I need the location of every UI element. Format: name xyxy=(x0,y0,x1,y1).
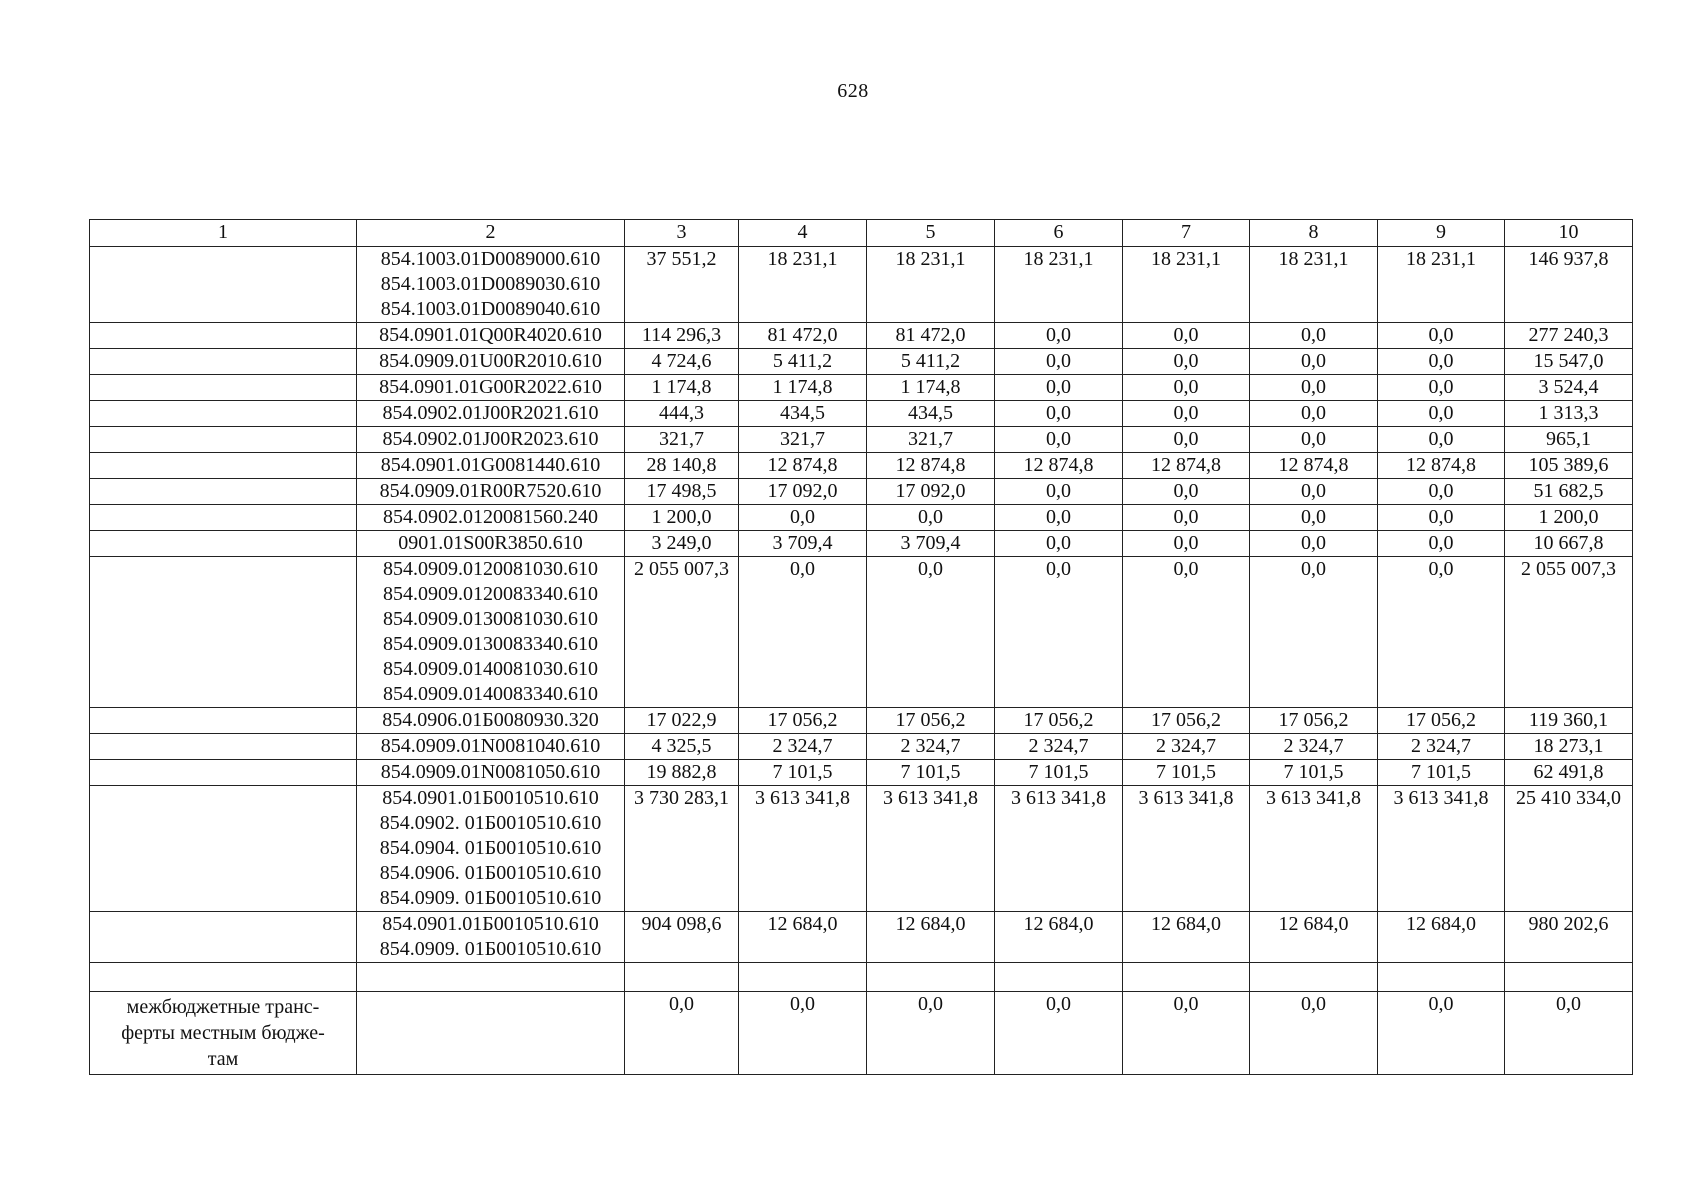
value-cell-col-3: 904 098,6 xyxy=(625,912,739,963)
table-row xyxy=(90,479,1633,505)
table-row xyxy=(90,453,1633,479)
value-cell-col-7: 0,0 xyxy=(1123,531,1250,557)
value-cell-col-3: 17 498,5 xyxy=(625,479,739,505)
column-header-6: 6 xyxy=(995,220,1123,247)
value-cell-col-6: 3 613 341,8 xyxy=(995,786,1123,912)
value-cell-col-9: 0,0 xyxy=(1378,323,1505,349)
value-cell-col-10: 62 491,8 xyxy=(1505,760,1633,786)
value-cell-col-10: 119 360,1 xyxy=(1505,708,1633,734)
budget-code-cell xyxy=(357,401,625,427)
value-cell-col-9: 2 324,7 xyxy=(1378,734,1505,760)
value-cell-col-8: 0,0 xyxy=(1250,505,1378,531)
value-cell-col-7: 18 231,1 xyxy=(1123,247,1250,323)
value-cell-col-7: 0,0 xyxy=(1123,992,1250,1075)
row-label-cell xyxy=(90,479,357,505)
budget-code: 854.0909.0130081030.610 xyxy=(383,608,598,630)
budget-code-cell xyxy=(357,786,625,912)
value-cell-col-8: 0,0 xyxy=(1250,531,1378,557)
value-cell-col-7: 0,0 xyxy=(1123,349,1250,375)
value-cell-col-8: 0,0 xyxy=(1250,375,1378,401)
value-cell-col-5: 0,0 xyxy=(867,505,995,531)
value-cell-col-3: 19 882,8 xyxy=(625,760,739,786)
budget-code: 854.1003.01D0089030.610 xyxy=(380,273,601,295)
value-cell-col-10: 146 937,8 xyxy=(1505,247,1633,323)
row-label-cell xyxy=(90,912,357,963)
value-cell-col-4: 321,7 xyxy=(739,427,867,453)
budget-code: 854.0909.0140081030.610 xyxy=(383,658,598,680)
value-cell-col-3: 0,0 xyxy=(625,992,739,1075)
budget-code: 854.0904. 01Б0010510.610 xyxy=(379,837,602,859)
table-row xyxy=(90,760,1633,786)
row-label-cell xyxy=(90,557,357,708)
value-cell-col-8: 0,0 xyxy=(1250,557,1378,708)
table-row xyxy=(90,247,1633,323)
value-cell-col-10: 0,0 xyxy=(1505,992,1633,1075)
value-cell-col-6: 0,0 xyxy=(995,401,1123,427)
value-cell-col-6: 0,0 xyxy=(995,375,1123,401)
value-cell-col-9: 3 613 341,8 xyxy=(1378,786,1505,912)
budget-code: 854.1003.01D0089040.610 xyxy=(380,298,601,320)
column-header-8: 8 xyxy=(1250,220,1378,247)
value-cell-col-9: 0,0 xyxy=(1378,557,1505,708)
budget-code: 854.0901.01G0081440.610 xyxy=(380,454,601,476)
value-cell-col-6: 18 231,1 xyxy=(995,247,1123,323)
value-cell-col-10: 980 202,6 xyxy=(1505,912,1633,963)
value-cell-col-8: 0,0 xyxy=(1250,427,1378,453)
value-cell-col-8: 12 874,8 xyxy=(1250,453,1378,479)
value-cell-col-5: 7 101,5 xyxy=(867,760,995,786)
value-cell-col-3: 444,3 xyxy=(625,401,739,427)
value-cell-col-4: 81 472,0 xyxy=(739,323,867,349)
value-cell-col-9: 0,0 xyxy=(1378,479,1505,505)
table-row xyxy=(90,734,1633,760)
value-cell-col-6: 0,0 xyxy=(995,531,1123,557)
value-cell-col-8: 0,0 xyxy=(1250,992,1378,1075)
value-cell-col-3: 37 551,2 xyxy=(625,247,739,323)
table-row xyxy=(90,323,1633,349)
budget-code-cell xyxy=(357,505,625,531)
column-header-10: 10 xyxy=(1505,220,1633,247)
value-cell-col-3: 3 730 283,1 xyxy=(625,786,739,912)
budget-code-cell xyxy=(357,963,625,992)
value-cell-col-5: 3 613 341,8 xyxy=(867,786,995,912)
value-cell-col-4: 3 709,4 xyxy=(739,531,867,557)
value-cell-col-7 xyxy=(1123,963,1250,992)
budget-code-cell xyxy=(357,531,625,557)
budget-code-cell xyxy=(357,375,625,401)
table-row xyxy=(90,557,1633,708)
value-cell-col-10: 51 682,5 xyxy=(1505,479,1633,505)
value-cell-col-6: 0,0 xyxy=(995,992,1123,1075)
row-label-cell xyxy=(90,708,357,734)
budget-code: 854.0909.01N0081050.610 xyxy=(380,761,601,783)
value-cell-col-8: 3 613 341,8 xyxy=(1250,786,1378,912)
row-label-cell xyxy=(90,375,357,401)
value-cell-col-9: 0,0 xyxy=(1378,531,1505,557)
value-cell-col-8: 7 101,5 xyxy=(1250,760,1378,786)
value-cell-col-4: 3 613 341,8 xyxy=(739,786,867,912)
budget-code-cell xyxy=(357,247,625,323)
value-cell-col-6: 12 684,0 xyxy=(995,912,1123,963)
value-cell-col-10: 105 389,6 xyxy=(1505,453,1633,479)
value-cell-col-7: 0,0 xyxy=(1123,375,1250,401)
table-body xyxy=(90,247,1633,1075)
value-cell-col-9: 12 684,0 xyxy=(1378,912,1505,963)
value-cell-col-9: 0,0 xyxy=(1378,375,1505,401)
budget-code: 854.1003.01D0089000.610 xyxy=(380,248,601,270)
row-label-cell xyxy=(90,505,357,531)
value-cell-col-6: 12 874,8 xyxy=(995,453,1123,479)
budget-code: 854.0909.0140083340.610 xyxy=(383,683,598,705)
row-label-cell xyxy=(90,760,357,786)
row-label-cell xyxy=(90,992,357,1075)
value-cell-col-4: 0,0 xyxy=(739,557,867,708)
value-cell-col-3: 4 325,5 xyxy=(625,734,739,760)
table-row xyxy=(90,505,1633,531)
value-cell-col-6: 0,0 xyxy=(995,479,1123,505)
value-cell-col-8: 0,0 xyxy=(1250,401,1378,427)
budget-code: 854.0902.0120081560.240 xyxy=(383,506,598,528)
value-cell-col-3: 2 055 007,3 xyxy=(625,557,739,708)
column-header-4: 4 xyxy=(739,220,867,247)
value-cell-col-4: 0,0 xyxy=(739,505,867,531)
budget-code-cell xyxy=(357,479,625,505)
value-cell-col-9: 12 874,8 xyxy=(1378,453,1505,479)
budget-code-cell xyxy=(357,557,625,708)
value-cell-col-9 xyxy=(1378,963,1505,992)
budget-code: 854.0909.0120081030.610 xyxy=(383,558,598,580)
value-cell-col-8: 0,0 xyxy=(1250,323,1378,349)
row-label-cell xyxy=(90,453,357,479)
value-cell-col-5: 17 056,2 xyxy=(867,708,995,734)
value-cell-col-4: 12 684,0 xyxy=(739,912,867,963)
value-cell-col-10: 2 055 007,3 xyxy=(1505,557,1633,708)
value-cell-col-4: 12 874,8 xyxy=(739,453,867,479)
table-row xyxy=(90,992,1633,1075)
value-cell-col-9: 0,0 xyxy=(1378,427,1505,453)
value-cell-col-10: 965,1 xyxy=(1505,427,1633,453)
value-cell-col-10: 277 240,3 xyxy=(1505,323,1633,349)
value-cell-col-10 xyxy=(1505,963,1633,992)
value-cell-col-8: 17 056,2 xyxy=(1250,708,1378,734)
value-cell-col-5: 321,7 xyxy=(867,427,995,453)
value-cell-col-9: 18 231,1 xyxy=(1378,247,1505,323)
value-cell-col-4: 434,5 xyxy=(739,401,867,427)
row-label-cell xyxy=(90,734,357,760)
budget-code: 854.0909.01R00R7520.610 xyxy=(379,480,602,502)
value-cell-col-9: 0,0 xyxy=(1378,401,1505,427)
row-label-line: ферты местным бюдже- xyxy=(121,1022,325,1044)
column-header-9: 9 xyxy=(1378,220,1505,247)
value-cell-col-6: 0,0 xyxy=(995,557,1123,708)
budget-code: 0901.01S00R3850.610 xyxy=(398,532,583,554)
column-header-3: 3 xyxy=(625,220,739,247)
value-cell-col-9: 17 056,2 xyxy=(1378,708,1505,734)
budget-code-cell xyxy=(357,427,625,453)
row-label-cell xyxy=(90,786,357,912)
value-cell-col-8: 0,0 xyxy=(1250,479,1378,505)
budget-code-cell xyxy=(357,912,625,963)
value-cell-col-3 xyxy=(625,963,739,992)
value-cell-col-10: 15 547,0 xyxy=(1505,349,1633,375)
row-label-cell xyxy=(90,401,357,427)
budget-code: 854.0901.01Б0010510.610 xyxy=(382,787,599,809)
value-cell-col-10: 1 313,3 xyxy=(1505,401,1633,427)
value-cell-col-5: 5 411,2 xyxy=(867,349,995,375)
table-row xyxy=(90,531,1633,557)
value-cell-col-5 xyxy=(867,963,995,992)
value-cell-col-5: 18 231,1 xyxy=(867,247,995,323)
value-cell-col-3: 114 296,3 xyxy=(625,323,739,349)
row-label-line: там xyxy=(207,1048,239,1070)
budget-code: 854.0906. 01Б0010510.610 xyxy=(379,862,602,884)
budget-code: 854.0902. 01Б0010510.610 xyxy=(379,812,602,834)
budget-code: 854.0906.01Б0080930.320 xyxy=(382,709,599,731)
value-cell-col-9: 7 101,5 xyxy=(1378,760,1505,786)
value-cell-col-3: 4 724,6 xyxy=(625,349,739,375)
value-cell-col-8: 2 324,7 xyxy=(1250,734,1378,760)
value-cell-col-6 xyxy=(995,963,1123,992)
page-number: 628 xyxy=(837,80,869,102)
budget-code-cell xyxy=(357,760,625,786)
value-cell-col-7: 0,0 xyxy=(1123,479,1250,505)
value-cell-col-9: 0,0 xyxy=(1378,505,1505,531)
table-row xyxy=(90,427,1633,453)
value-cell-col-7: 0,0 xyxy=(1123,505,1250,531)
value-cell-col-3: 1 200,0 xyxy=(625,505,739,531)
row-label-cell xyxy=(90,531,357,557)
budget-code: 854.0902.01J00R2023.610 xyxy=(382,428,599,450)
budget-code: 854.0901.01Q00R4020.610 xyxy=(379,324,602,346)
value-cell-col-5: 1 174,8 xyxy=(867,375,995,401)
row-label-cell xyxy=(90,349,357,375)
table-row xyxy=(90,349,1633,375)
value-cell-col-4 xyxy=(739,963,867,992)
table-row xyxy=(90,708,1633,734)
value-cell-col-3: 1 174,8 xyxy=(625,375,739,401)
value-cell-col-5: 0,0 xyxy=(867,557,995,708)
table-row xyxy=(90,912,1633,963)
value-cell-col-4: 2 324,7 xyxy=(739,734,867,760)
budget-code-cell xyxy=(357,453,625,479)
row-label-cell xyxy=(90,323,357,349)
table-row xyxy=(90,375,1633,401)
value-cell-col-8: 12 684,0 xyxy=(1250,912,1378,963)
row-label-cell xyxy=(90,427,357,453)
value-cell-col-4: 0,0 xyxy=(739,992,867,1075)
budget-code-cell xyxy=(357,349,625,375)
value-cell-col-4: 17 056,2 xyxy=(739,708,867,734)
budget-code-cell xyxy=(357,992,625,1075)
budget-code: 854.0909.01N0081040.610 xyxy=(380,735,601,757)
budget-code: 854.0909.0120083340.610 xyxy=(383,583,598,605)
value-cell-col-5: 12 874,8 xyxy=(867,453,995,479)
value-cell-col-6: 0,0 xyxy=(995,505,1123,531)
budget-code: 854.0901.01Б0010510.610 xyxy=(382,913,599,935)
value-cell-col-7: 17 056,2 xyxy=(1123,708,1250,734)
budget-code-cell xyxy=(357,734,625,760)
value-cell-col-9: 0,0 xyxy=(1378,992,1505,1075)
budget-code: 854.0909. 01Б0010510.610 xyxy=(379,938,602,960)
value-cell-col-4: 5 411,2 xyxy=(739,349,867,375)
budget-table xyxy=(89,219,1633,1075)
value-cell-col-7: 3 613 341,8 xyxy=(1123,786,1250,912)
budget-code: 854.0909.01U00R2010.610 xyxy=(379,350,602,372)
value-cell-col-7: 0,0 xyxy=(1123,401,1250,427)
value-cell-col-10: 3 524,4 xyxy=(1505,375,1633,401)
value-cell-col-5: 434,5 xyxy=(867,401,995,427)
value-cell-col-7: 0,0 xyxy=(1123,427,1250,453)
value-cell-col-5: 2 324,7 xyxy=(867,734,995,760)
value-cell-col-4: 7 101,5 xyxy=(739,760,867,786)
column-number-row xyxy=(90,220,1633,247)
budget-code: 854.0909.0130083340.610 xyxy=(383,633,598,655)
value-cell-col-6: 2 324,7 xyxy=(995,734,1123,760)
value-cell-col-9: 0,0 xyxy=(1378,349,1505,375)
column-header-1: 1 xyxy=(90,220,357,247)
value-cell-col-6: 0,0 xyxy=(995,427,1123,453)
value-cell-col-5: 17 092,0 xyxy=(867,479,995,505)
value-cell-col-6: 0,0 xyxy=(995,323,1123,349)
budget-code: 854.0901.01G00R2022.610 xyxy=(379,376,602,398)
value-cell-col-3: 17 022,9 xyxy=(625,708,739,734)
value-cell-col-7: 0,0 xyxy=(1123,557,1250,708)
value-cell-col-8: 0,0 xyxy=(1250,349,1378,375)
column-header-2: 2 xyxy=(357,220,625,247)
value-cell-col-3: 28 140,8 xyxy=(625,453,739,479)
budget-code: 854.0909. 01Б0010510.610 xyxy=(379,887,602,909)
value-cell-col-4: 18 231,1 xyxy=(739,247,867,323)
value-cell-col-7: 2 324,7 xyxy=(1123,734,1250,760)
value-cell-col-10: 10 667,8 xyxy=(1505,531,1633,557)
table-row xyxy=(90,963,1633,992)
table-row xyxy=(90,786,1633,912)
value-cell-col-10: 1 200,0 xyxy=(1505,505,1633,531)
value-cell-col-5: 81 472,0 xyxy=(867,323,995,349)
value-cell-col-5: 3 709,4 xyxy=(867,531,995,557)
value-cell-col-10: 25 410 334,0 xyxy=(1505,786,1633,912)
column-header-7: 7 xyxy=(1123,220,1250,247)
value-cell-col-7: 7 101,5 xyxy=(1123,760,1250,786)
value-cell-col-7: 12 684,0 xyxy=(1123,912,1250,963)
value-cell-col-5: 0,0 xyxy=(867,992,995,1075)
row-label-cell xyxy=(90,963,357,992)
value-cell-col-4: 17 092,0 xyxy=(739,479,867,505)
value-cell-col-6: 17 056,2 xyxy=(995,708,1123,734)
value-cell-col-10: 18 273,1 xyxy=(1505,734,1633,760)
row-label-line: межбюджетные транс- xyxy=(126,996,320,1018)
budget-code-cell xyxy=(357,323,625,349)
value-cell-col-5: 12 684,0 xyxy=(867,912,995,963)
value-cell-col-6: 0,0 xyxy=(995,349,1123,375)
column-header-5: 5 xyxy=(867,220,995,247)
value-cell-col-7: 12 874,8 xyxy=(1123,453,1250,479)
row-label-cell xyxy=(90,247,357,323)
value-cell-col-3: 321,7 xyxy=(625,427,739,453)
value-cell-col-4: 1 174,8 xyxy=(739,375,867,401)
value-cell-col-7: 0,0 xyxy=(1123,323,1250,349)
value-cell-col-8 xyxy=(1250,963,1378,992)
value-cell-col-6: 7 101,5 xyxy=(995,760,1123,786)
value-cell-col-8: 18 231,1 xyxy=(1250,247,1378,323)
budget-code: 854.0902.01J00R2021.610 xyxy=(382,402,599,424)
table-row xyxy=(90,401,1633,427)
budget-code-cell xyxy=(357,708,625,734)
value-cell-col-3: 3 249,0 xyxy=(625,531,739,557)
